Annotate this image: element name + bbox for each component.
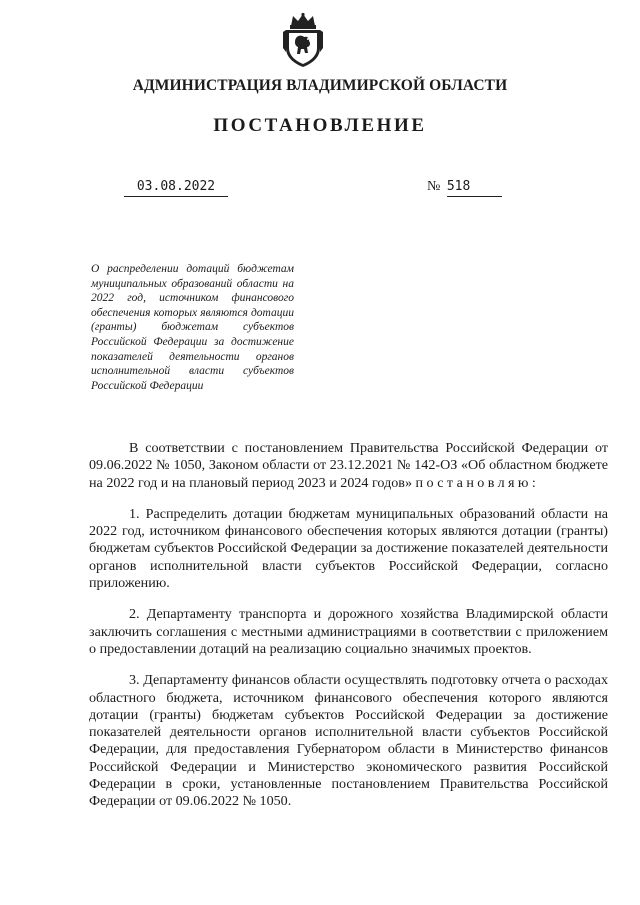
document-type-title: ПОСТАНОВЛЕНИЕ	[213, 115, 427, 136]
number-sign: №	[427, 179, 441, 194]
document-body	[89, 440, 608, 811]
document-date: 03.08.2022	[124, 179, 228, 197]
item-3-paragraph: 3. Департаменту финансов области осуществлять подготовку отчета о расходах областного бюджета, источником финансового обеспечения которого являются дотации (гранты) бюджетам субъектов Российской Федерации за достижение показателей деятельности органов исполнительной власти субъектов Российской Федерации, для предоставления Губернатором области в Министерство финансов Российской Федерации и Министерство экономического развития Российской Федерации в сроки, установленные постановлением Правительства Российской Федерации от 09.06.2022 № 1050.	[89, 672, 608, 810]
number-value: 518	[447, 179, 502, 197]
item-1-paragraph: 1. Распределить дотации бюджетам муниципальных образований области на 2022 год, источником финансового обеспечения которых являются дотации (гранты) бюджетам субъектов Российской Федерации за достижение показателей деятельности органов исполнительной власти субъектов Российской Федерации, согласно приложению.	[89, 505, 608, 592]
preamble-paragraph	[89, 440, 608, 492]
preamble-text: В соответствии с постановлением Правительства Российской Федерации от 09.06.2022 № 1050, Законом области от 23.12.2021 № 142-ОЗ «Об областном бюджете на 2022 год и на плановый период 2023 и 2024 годов»	[89, 440, 608, 491]
vladimir-region-coat-of-arms-icon	[281, 12, 325, 68]
document-subject: О распределении дотаций бюджетам муниципальных образований области на 2022 год, источником финансового обеспечения которых являются дотации (гранты) бюджетам субъектов Российской Федерации за достижение показателей деятельности органов исполнительной власти субъектов Российской Федерации	[91, 263, 294, 392]
item-2-paragraph: 2. Департаменту транспорта и дорожного хозяйства Владимирской области заключить соглашения с местными администрациями в соответствии с приложением о предоставлении дотаций на реализацию социально значимых проектов.	[89, 606, 608, 657]
document-number	[427, 179, 502, 197]
organization-name: АДМИНИСТРАЦИЯ ВЛАДИМИРСКОЙ ОБЛАСТИ	[132, 77, 508, 94]
resolve-word: постановляю:	[415, 474, 540, 491]
